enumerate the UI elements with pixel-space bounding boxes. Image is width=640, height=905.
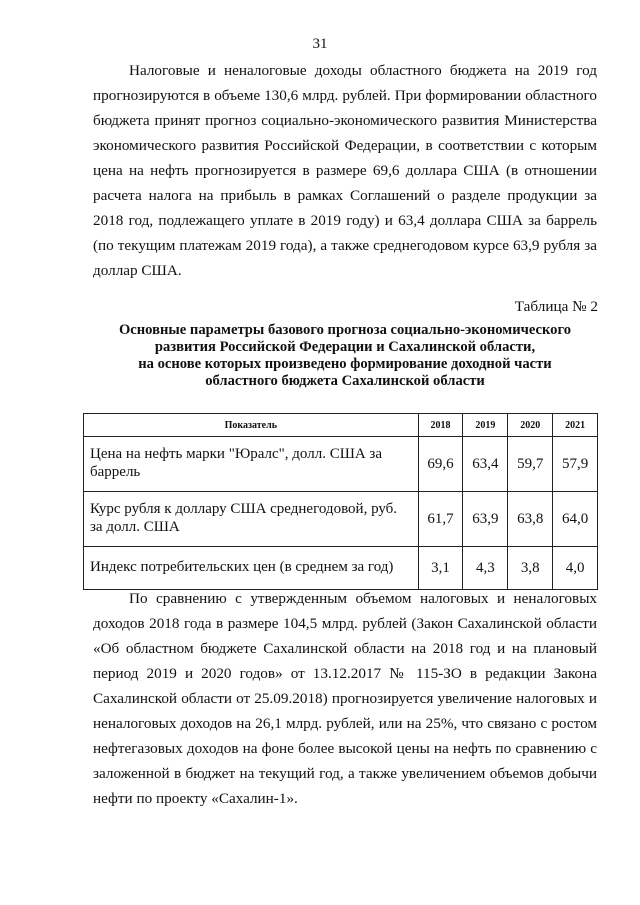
- value-cell: 63,9: [463, 492, 508, 547]
- value-cell: 4,0: [553, 547, 598, 590]
- table-row: [84, 492, 598, 547]
- header-year-2021: 2021: [553, 414, 598, 437]
- table-title-line: на основе которых произведено формирование доходной части: [138, 356, 552, 372]
- value-cell: 3,8: [508, 547, 553, 590]
- value-cell: 3,1: [418, 547, 463, 590]
- table-title: [93, 322, 597, 390]
- indicator-cpi: Индекс потребительских цен (в среднем за год): [84, 547, 419, 590]
- paragraph-revenue-comparison: По сравнению с утвержденным объемом налоговых и неналоговых доходов 2018 года в размере 104,5 млрд. рублей (Закон Сахалинской области «Об областном бюджете Сахалинской области на 2018 год и на плановый период 2019 и 2020 годов» от 13.12.2017 № 115-ЗО в редакции Закона Сахалинской области от 25.09.2018) прогнозируется увеличение налоговых и неналоговых доходов на 26,1 млрд. рублей, или на 25%, что связано с ростом нефтегазовых доходов на фоне более высокой цены на нефть по сравнению с заложенной в бюджет на текущий год, а также увеличением объемов добычи нефти по проекту «Сахалин-1».: [93, 590, 597, 807]
- header-year-2019: 2019: [463, 414, 508, 437]
- table-label: Таблица № 2: [514, 298, 598, 315]
- forecast-parameters-table: [83, 413, 598, 590]
- indicator-exchange-rate: Курс рубля к доллару США среднегодовой, руб. за долл. США: [84, 492, 419, 547]
- table-row: [84, 437, 598, 492]
- table-title-line: развития Российской Федерации и Сахалинской области,: [154, 339, 536, 355]
- header-year-2018: 2018: [418, 414, 463, 437]
- header-year-2020: 2020: [508, 414, 553, 437]
- value-cell: 64,0: [553, 492, 598, 547]
- value-cell: 63,4: [463, 437, 508, 492]
- value-cell: 63,8: [508, 492, 553, 547]
- paragraph-budget-forecast: Налоговые и неналоговые доходы областного бюджета на 2019 год прогнозируются в объеме 130,6 млрд. рублей. При формировании областного бюджета принят прогноз социально-экономического развития Министерства экономического развития Российской Федерации, в соответствии с которым цена на нефть прогнозируется в размере 69,6 доллара США (в отношении расчета налога на прибыль в рамках Соглашений о разделе продукции за 2018 год, подлежащего уплате в 2019 году) и 63,4 доллара США за баррель (по текущим платежам 2019 года), а также среднегодовом курсе 63,9 рубля за доллар США.: [93, 62, 597, 279]
- table-row: [84, 547, 598, 590]
- value-cell: 69,6: [418, 437, 463, 492]
- header-indicator: Показатель: [84, 414, 419, 437]
- value-cell: 57,9: [553, 437, 598, 492]
- value-cell: 59,7: [508, 437, 553, 492]
- table-title-line: областного бюджета Сахалинской области: [205, 373, 485, 389]
- indicator-oil-price: Цена на нефть марки "Юралс", долл. США за баррель: [84, 437, 419, 492]
- table-title-line: Основные параметры базового прогноза социально-экономического: [118, 322, 572, 338]
- value-cell: 4,3: [463, 547, 508, 590]
- table-header-row: [84, 414, 598, 437]
- page-number: 31: [312, 36, 328, 52]
- value-cell: 61,7: [418, 492, 463, 547]
